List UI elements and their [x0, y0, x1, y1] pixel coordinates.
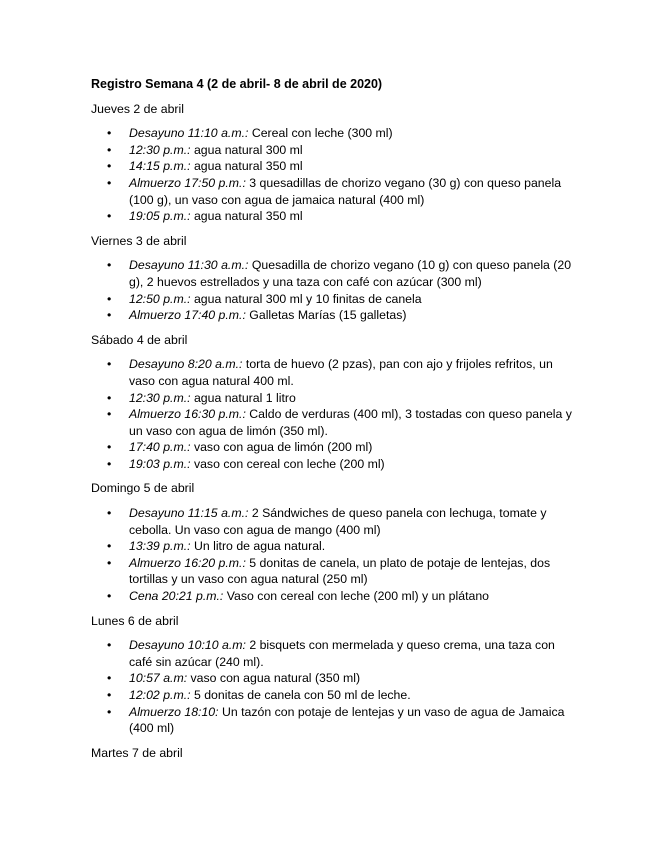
bullet-icon: • [107, 555, 112, 570]
entry-list [91, 637, 581, 737]
entry-text: agua natural 300 ml y 10 finitas de canela [190, 291, 422, 306]
day-heading: Domingo 5 de abril [91, 481, 195, 496]
entry-text: 5 donitas de canela, un plato de potaje de lentejas, dos tortillas y un vaso con agua natural (250 ml) [129, 555, 551, 587]
bullet-icon: • [107, 308, 112, 323]
list-item [91, 125, 581, 142]
entry-time: 12:02 p.m.: [129, 688, 191, 702]
bullet-icon: • [107, 704, 112, 719]
day-heading: Martes 7 de abril [91, 745, 183, 760]
bullet-icon: • [107, 258, 112, 273]
bullet-icon: • [107, 407, 112, 422]
list-item [91, 142, 581, 159]
list-item [91, 439, 581, 456]
bullet-icon: • [107, 291, 112, 306]
entry-text: Vaso con cereal con leche (200 ml) y un plátano [223, 589, 490, 604]
entry-text: agua natural 350 ml [190, 159, 303, 174]
bullet-icon: • [107, 440, 112, 455]
entry-time: Desayuno 11:30 a.m.: [129, 258, 249, 273]
days-container [91, 101, 581, 762]
list-item [91, 291, 581, 308]
bullet-icon: • [107, 175, 112, 190]
entry-text: vaso con agua natural (350 ml) [187, 671, 361, 686]
entry-time: Almuerzo 18:10: [129, 704, 219, 719]
entry-time: 12:30 p.m.: [129, 390, 191, 405]
entry-list [91, 125, 581, 225]
bullet-icon: • [107, 126, 112, 141]
bullet-icon: • [107, 357, 112, 372]
bullet-icon: • [107, 390, 112, 405]
entry-time: 14:15 p.m.: [129, 159, 191, 174]
list-item [91, 406, 581, 439]
entry-list [91, 505, 581, 605]
entry-text: Caldo de verduras (400 ml), 3 tostadas con queso panela y un vaso con agua de limón (350 ml). [129, 407, 572, 438]
entry-text: 2 bisquets con mermelada y queso crema, una taza con café sin azúcar (240 ml). [129, 638, 555, 669]
bullet-icon: • [107, 159, 112, 174]
entry-text: 5 donitas de canela con 50 ml de leche. [190, 688, 411, 702]
entry-time: Almuerzo 16:20 p.m.: [129, 555, 246, 570]
bullet-icon: • [107, 688, 112, 702]
entry-text: Quesadilla de chorizo vegano (10 g) con queso panela (20 g), 2 huevos estrellados y una taza con café con azúcar (300 ml) [129, 258, 572, 289]
entry-text: Galletas Marías (15 galletas) [245, 308, 407, 323]
list-item [91, 390, 581, 407]
list-item [91, 555, 581, 588]
entry-time: Desayuno 11:15 a.m.: [129, 506, 249, 521]
entry-time: 17:40 p.m.: [129, 440, 191, 455]
bullet-icon: • [107, 539, 112, 554]
bullet-icon: • [107, 456, 112, 471]
day-heading: Sábado 4 de abril [91, 332, 188, 347]
list-item [91, 456, 581, 473]
list-item [91, 704, 581, 737]
list-item [91, 158, 581, 175]
entry-text: 2 Sándwiches de queso panela con lechuga, tomate y cebolla. Un vaso con agua de mango (400 ml) [129, 506, 547, 537]
entry-text: 3 quesadillas de chorizo vegano (30 g) con queso panela (100 g), un vaso con agua de jamaica natural (400 ml) [129, 175, 562, 207]
entry-text: Cereal con leche (300 ml) [248, 126, 393, 141]
list-item [91, 257, 581, 290]
list-item [91, 538, 581, 555]
bullet-icon: • [107, 671, 112, 686]
list-item [91, 307, 581, 324]
entry-text: agua natural 300 ml [190, 142, 303, 157]
entry-time: Almuerzo 16:30 p.m.: [129, 407, 246, 422]
entry-text: Un tazón con potaje de lentejas y un vaso de agua de Jamaica (400 ml) [129, 704, 565, 736]
day-heading: Jueves 2 de abril [91, 101, 184, 116]
entry-text: vaso con agua de limón (200 ml) [190, 440, 373, 455]
entry-time: 12:50 p.m.: [129, 291, 191, 306]
entry-text: vaso con cereal con leche (200 ml) [190, 456, 385, 471]
entry-list [91, 356, 581, 472]
list-item [91, 356, 581, 389]
list-item [91, 175, 581, 208]
entry-time: Desayuno 10:10 a.m: [129, 638, 246, 653]
list-item [91, 687, 581, 704]
document-title: Registro Semana 4 (2 de abril- 8 de abril de 2020) [91, 77, 383, 91]
entry-time: Cena 20:21 p.m.: [129, 589, 224, 604]
entry-time: 19:03 p.m.: [129, 456, 191, 471]
entry-text: agua natural 350 ml [190, 209, 303, 224]
entry-time: 12:30 p.m.: [129, 142, 191, 157]
bullet-icon: • [107, 142, 112, 157]
list-item [91, 208, 581, 225]
bullet-icon: • [107, 589, 112, 604]
entry-list [91, 257, 581, 323]
day-heading: Viernes 3 de abril [91, 233, 187, 248]
list-item [91, 670, 581, 687]
entry-time: Desayuno 11:10 a.m.: [129, 126, 249, 141]
entry-time: 19:05 p.m.: [129, 209, 191, 224]
list-item [91, 505, 581, 538]
entry-text: torta de huevo (2 pzas), pan con ajo y frijoles refritos, un vaso con agua natural 400 ml. [129, 357, 553, 388]
bullet-icon: • [107, 638, 112, 653]
entry-time: Almuerzo 17:40 p.m.: [129, 308, 246, 323]
entry-time: 13:39 p.m.: [129, 539, 191, 554]
day-heading: Lunes 6 de abril [91, 613, 179, 628]
entry-text: Un litro de agua natural. [190, 539, 326, 554]
list-item [91, 637, 581, 670]
entry-time: 10:57 a.m: [129, 671, 188, 686]
bullet-icon: • [107, 506, 112, 521]
entry-time: Almuerzo 17:50 p.m.: [129, 175, 246, 190]
entry-text: agua natural 1 litro [190, 390, 296, 405]
list-item [91, 588, 581, 605]
entry-time: Desayuno 8:20 a.m.: [129, 357, 243, 372]
document-page [91, 76, 581, 769]
bullet-icon: • [107, 209, 112, 224]
